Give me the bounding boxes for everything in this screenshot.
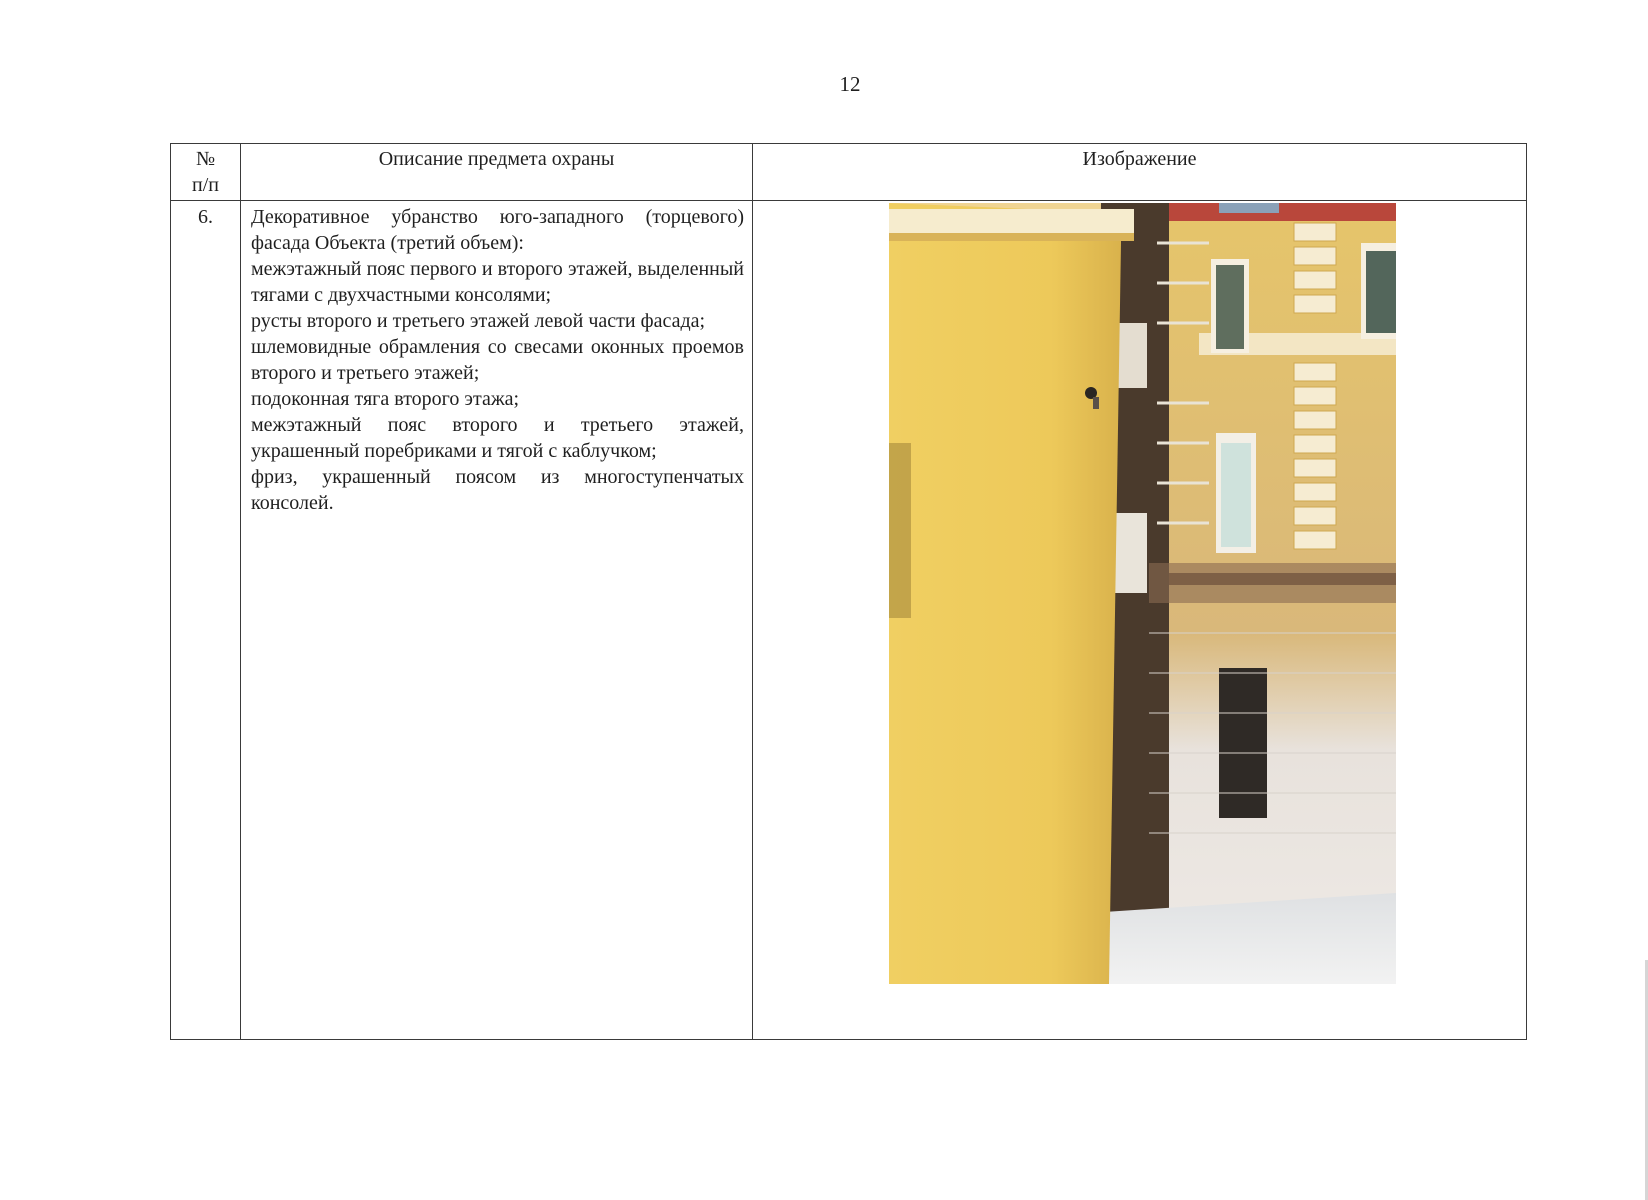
description-line: межэтажный пояс второго и третьего этажей, украшенный поребриками и тягой с каблучком; (251, 414, 744, 462)
table-header-row (171, 144, 1527, 201)
row-description (241, 201, 753, 1040)
header-description: Описание предмета охраны (241, 144, 753, 201)
row-number: 6. (171, 201, 241, 1040)
table-row (171, 201, 1527, 1040)
description-line: подоконная тяга второго этажа; (251, 388, 520, 410)
description-line: русты второго и третьего этажей левой части фасада; (251, 310, 706, 332)
protection-table (170, 143, 1527, 1040)
header-number-abbrev: п/п (192, 174, 219, 196)
page-number: 12 (839, 72, 861, 96)
description-line: межэтажный пояс первого и второго этажей, выделенный тягами с двухчастными консолями; (251, 258, 744, 306)
header-number (171, 144, 241, 201)
row-image-cell (753, 201, 1527, 1040)
facade-photo (889, 203, 1396, 984)
header-number-symbol: № (195, 148, 216, 170)
description-line: шлемовидные обрамления со свесами оконных проемов второго и третьего этажей; (251, 336, 744, 384)
description-line: фриз, украшенный поясом из многоступенчатых консолей. (251, 466, 744, 514)
description-line: Декоративное убранство юго-западного (торцевого) фасада Объекта (третий объем): (251, 206, 744, 254)
header-image: Изображение (753, 144, 1527, 201)
